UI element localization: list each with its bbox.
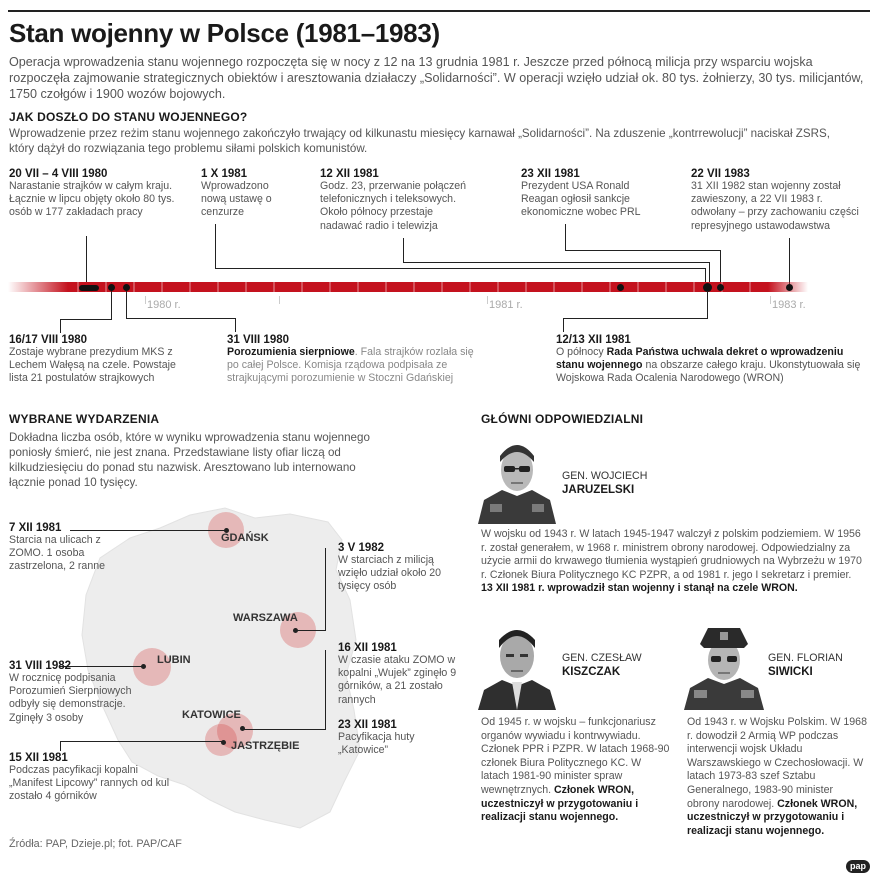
axis-tick bbox=[279, 296, 280, 304]
event-text bbox=[556, 346, 866, 386]
map-event-gdansk bbox=[9, 522, 109, 574]
jaruzelski-portrait bbox=[478, 430, 556, 524]
connector-line bbox=[60, 741, 223, 742]
event-text: W starciach z milicją wzięło udział około 20 tysięcy osób bbox=[338, 554, 442, 593]
jaruzelski-bio-bold: 13 XII 1981 r. wprowadził stan wojenny i stanął na czele WRON. bbox=[481, 582, 798, 595]
connector-line bbox=[243, 729, 326, 730]
event-date: 12 XII 1981 bbox=[320, 168, 379, 180]
timeline-event-top-3 bbox=[320, 168, 470, 233]
axis-tick bbox=[770, 296, 771, 304]
siwicki-rank: GEN. FLORIAN bbox=[768, 652, 843, 664]
sources: Źródła: PAP, Dzieje.pl; fot. PAP/CAF bbox=[9, 838, 182, 850]
kiszczak-bio-text: Od 1945 r. w wojsku – funkcjonariusz organów wywiadu i kontrwywiadu. Członek PPR i PZPR. W latach 1968-90 członek Biura Politycznego KC. W latach 1981-90 minister spraw wewnętrznych. bbox=[481, 716, 670, 796]
section-heading-responsible: GŁÓWNI ODPOWIEDZIALNI bbox=[481, 412, 644, 426]
axis-label-1983: 1983 r. bbox=[772, 299, 806, 311]
siwicki-bio-text: Od 1943 r. w Wojsku Polskim. W 1968 r. dowodził 2 Armią WP podczas interwencji wojsk Układu Warszawskiego w Czechosłowacji. W latach 1973-83 szef Sztabu Generalnego, 1983-90 minister obrony narodowej. bbox=[687, 716, 867, 810]
event-text: Godz. 23, przerwanie połączeń telefonicznych i teleksowych. Około północy przestaje nadawać radio i telewizja bbox=[320, 180, 467, 232]
city-label-katowice: KATOWICE bbox=[182, 709, 241, 721]
kiszczak-bio-bold: Członek WRON, uczestniczył w przygotowaniu i realizacji stanu wojennego. bbox=[481, 783, 639, 824]
connector-line bbox=[325, 548, 326, 630]
event-text-bold: Porozumienia sierpniowe bbox=[227, 346, 355, 358]
jaruzelski-bio bbox=[481, 528, 866, 596]
event-date: 16/17 VIII 1980 bbox=[9, 334, 88, 346]
event-text: W czasie ataku ZOMO w kopalni „Wujek” zginęło 9 górników, a 21 zostało rannych bbox=[338, 654, 457, 706]
event-text: 31 XII 1982 stan wojenny został zawieszony, a 22 VII 1983 r. odwołany – przy zachowaniu części represyjnego ustawodawstwa bbox=[691, 180, 859, 232]
connector-line bbox=[126, 318, 236, 319]
kiszczak-bio bbox=[481, 716, 671, 825]
map-event-wujek bbox=[338, 642, 458, 707]
connector-line bbox=[403, 238, 404, 262]
timeline-event-bottom-3 bbox=[556, 334, 866, 386]
jaruzelski-rank: GEN. WOJCIECH bbox=[562, 470, 648, 482]
section-heading-events: WYBRANE WYDARZENIA bbox=[9, 412, 160, 426]
event-text-rest: na obszarze całego kraju. Ukonstytuowała się Wojskowa Rada Ocalenia Narodowego (WRON) bbox=[556, 359, 861, 385]
axis-tick bbox=[487, 296, 488, 304]
map-event-warszawa bbox=[338, 542, 458, 594]
timeline-event-top-1 bbox=[9, 168, 179, 220]
event-date: 12/13 XII 1981 bbox=[556, 334, 631, 346]
city-label-jastrzebie: JASTRZĘBIE bbox=[231, 740, 300, 752]
axis-label-1981: 1981 r. bbox=[489, 299, 523, 311]
siwicki-bio-bold: Członek WRON, uczestniczył w przygotowaniu i realizacji stanu wojennego. bbox=[687, 797, 858, 837]
connector-line bbox=[215, 224, 216, 268]
timeline-dot-1-x bbox=[617, 284, 624, 291]
event-date: 20 VII – 4 VIII 1980 bbox=[9, 168, 108, 180]
event-date: 16 XII 1981 bbox=[338, 642, 397, 654]
siwicki-portrait bbox=[684, 618, 764, 710]
connector-line bbox=[707, 291, 708, 318]
event-text-rest: . Fala strajków rozlała się po całej Polsce. Komisja rządowa podpisała ze strajkującymi porozumienie w Stoczni Gdańskiej bbox=[227, 346, 474, 385]
jaruzelski-name: JARUZELSKI bbox=[562, 484, 635, 496]
connector-line bbox=[403, 262, 709, 263]
intro-text: Operacja wprowadzenia stanu wojennego rozpoczęta się w nocy z 12 na 13 grudnia 1981 r. Jeszcze przed północą milicja przy wsparciu wojska rozpoczęła zajmowanie strategicznych obiektów i aresztowania działaczy „Solidarności”. W operacji wzięło udział ok. 80 tys. żołnierzy, 30 tys. milicjantów, 1750 czołgów i 1900 wozów bojowych. bbox=[9, 55, 864, 101]
event-text: W rocznicę podpisania Porozumień Sierpniowych odbyły się demonstracje. Zginęły 3 osoby bbox=[9, 672, 132, 724]
connector-line bbox=[215, 268, 705, 269]
kiszczak-name: KISZCZAK bbox=[562, 666, 621, 678]
connector-line bbox=[235, 318, 236, 332]
event-text: Zostaje wybrane prezydium MKS z Lechem Wałęsą na czele. Powstaje lista 21 postulatów strajkowych bbox=[9, 346, 176, 385]
kiszczak-portrait bbox=[478, 618, 556, 710]
event-text-bold: Rada Państwa uchwala dekret o wprowadzeniu stanu wojennego bbox=[556, 346, 844, 372]
kiszczak-rank: GEN. CZESŁAW bbox=[562, 652, 642, 664]
siwicki-bio bbox=[687, 716, 867, 838]
event-text bbox=[227, 346, 477, 386]
connector-line bbox=[565, 224, 566, 250]
page-title: Stan wojenny w Polsce (1981–1983) bbox=[9, 18, 440, 48]
axis-tick bbox=[145, 296, 146, 304]
event-text: Narastanie strajków w całym kraju. Łącznie w lipcu objęty około 80 tys. osób w 177 zakładach pracy bbox=[9, 180, 175, 219]
section-heading-causes: JAK DOSZŁO DO STANU WOJENNEGO? bbox=[9, 110, 248, 124]
timeline-event-top-5 bbox=[691, 168, 866, 233]
siwicki-name: SIWICKI bbox=[768, 666, 813, 678]
connector-line bbox=[563, 318, 564, 332]
event-date: 23 XII 1981 bbox=[338, 719, 397, 731]
connector-line bbox=[60, 319, 112, 320]
connector-line bbox=[296, 630, 326, 631]
section-text-events: Dokładna liczba osób, które w wyniku wprowadzenia stanu wojennego poniosły śmierć, nie jest znana. Przedstawiane listy ofiar liczą od kilkudziesięciu do ponad stu nazwisk. Aresztowano lub internowano łącznie ponad 10 tysięcy. bbox=[9, 431, 370, 489]
map-event-huta bbox=[338, 719, 458, 757]
axis-label-1980: 1980 r. bbox=[147, 299, 181, 311]
connector-line bbox=[325, 650, 326, 730]
city-label-lubin: LUBIN bbox=[157, 654, 191, 666]
event-text: Starcia na ulicach z ZOMO. 1 osoba zastrzelona, 2 ranne bbox=[9, 534, 105, 573]
event-date: 15 XII 1981 bbox=[9, 752, 68, 764]
event-text-pre: O północy bbox=[556, 346, 607, 358]
timeline-event-bottom-2 bbox=[227, 334, 477, 386]
event-date: 23 XII 1981 bbox=[521, 168, 580, 180]
city-label-warszawa: WARSZAWA bbox=[233, 612, 298, 624]
map-event-jastrzebie bbox=[9, 752, 184, 804]
top-rule bbox=[8, 10, 870, 12]
timeline-dot-1617-viii bbox=[108, 284, 115, 291]
timeline-dot-31-viii bbox=[123, 284, 130, 291]
timeline-event-bottom-1 bbox=[9, 334, 189, 386]
event-date: 22 VII 1983 bbox=[691, 168, 750, 180]
connector-line bbox=[60, 741, 61, 751]
connector-line bbox=[126, 291, 127, 318]
pap-logo: pap bbox=[846, 860, 870, 873]
timeline-dot-strikes bbox=[79, 285, 99, 291]
city-label-gdansk: GDAŃSK bbox=[221, 532, 269, 544]
timeline-dot-23-xii bbox=[717, 284, 724, 291]
timeline-bar bbox=[8, 279, 872, 295]
event-text: Pacyfikacja huty „Katowice” bbox=[338, 731, 415, 757]
timeline-dot-1983 bbox=[786, 284, 793, 291]
event-date: 31 VIII 1980 bbox=[227, 334, 290, 346]
connector-line bbox=[565, 250, 720, 251]
event-text: Wprowadzono nową ustawę o cenzurze bbox=[201, 180, 272, 219]
event-date: 1 X 1981 bbox=[201, 168, 248, 180]
map-event-lubin bbox=[9, 660, 139, 725]
event-date: 3 V 1982 bbox=[338, 542, 385, 554]
timeline-event-top-2 bbox=[201, 168, 291, 220]
event-date: 7 XII 1981 bbox=[9, 522, 62, 534]
event-date: 31 VIII 1982 bbox=[9, 660, 72, 672]
connector-line bbox=[563, 318, 708, 319]
connector-line bbox=[60, 319, 61, 333]
event-text: Prezydent USA Ronald Reagan ogłosił sankcje ekonomiczne wobec PRL bbox=[521, 180, 641, 219]
timeline-event-top-4 bbox=[521, 168, 651, 220]
section-text-causes: Wprowadzenie przez reżim stanu wojennego zakończyło trwający od kilkunastu miesięcy karnawał „Solidarności”. Na zduszenie „kontrrewolucji” naciskał ZSRS, który dążył do rozwiązania tego problemu siłami polskich komunistów. bbox=[9, 127, 830, 155]
connector-line bbox=[111, 291, 112, 319]
jaruzelski-bio-text: W wojsku od 1943 r. W latach 1945-1947 walczył z polskim podziemiem. W 1956 r. został generałem, w 1968 r. ministrem obrony narodowej. Odpowiedzialny za użycie armii do krwawego tłumienia wystąpień grudniowych na Wybrzeżu w 1970 r. Członek Biura Politycznego KC PZPR, a od 1981 r. jego I sekretarz i premier. bbox=[481, 528, 862, 581]
event-text: Podczas pacyfikacji kopalni „Manifest Lipcowy” rannych od kul zostało 4 górników bbox=[9, 764, 170, 803]
